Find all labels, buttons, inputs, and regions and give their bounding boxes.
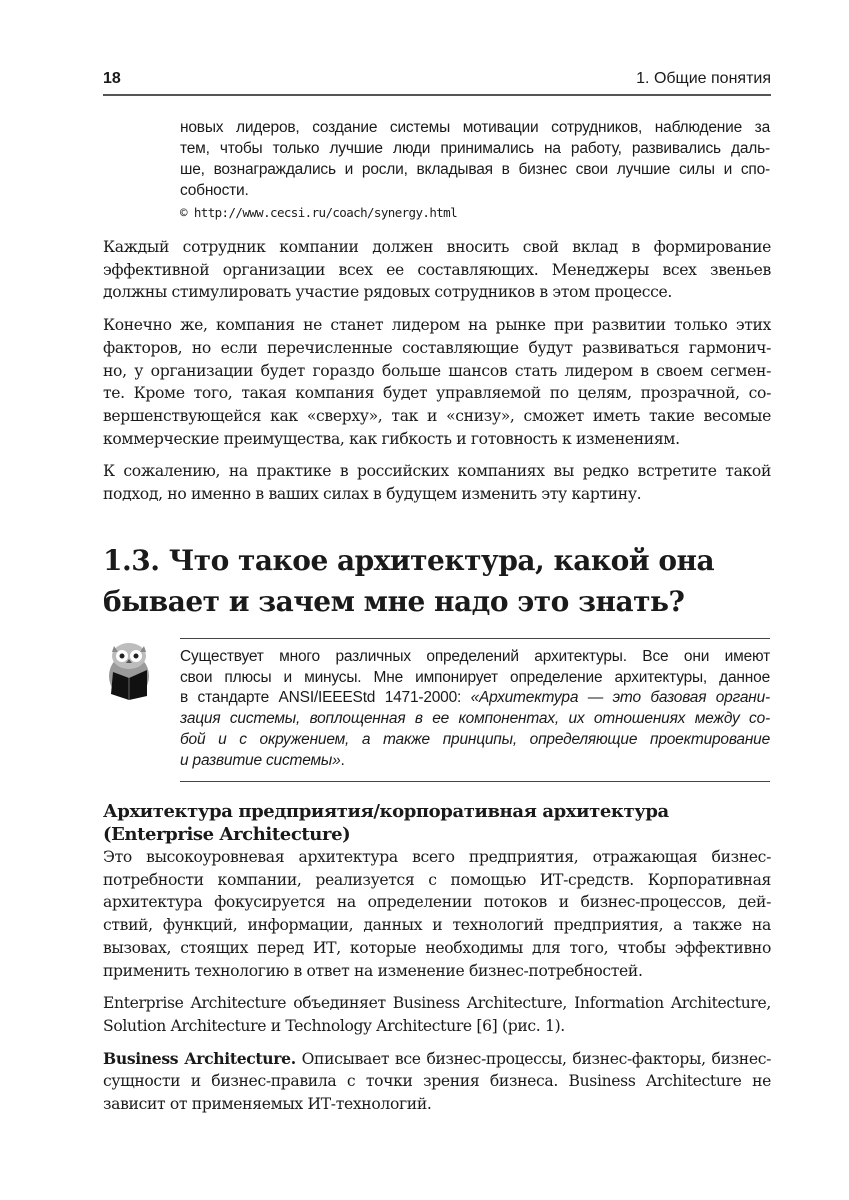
note-box xyxy=(180,638,770,782)
term: Business Architecture. xyxy=(103,1048,296,1068)
line: подход, но именно в ваших силах в будущем изменить эту картину. xyxy=(103,485,642,504)
line xyxy=(180,709,770,730)
line: потребности компании, реализуется с помощью ИТ-средств. Корпоративная xyxy=(103,870,771,889)
line: архитектура фокусируется на определении потоков и бизнес-процессов, дей- xyxy=(103,893,771,912)
paragraph xyxy=(103,1048,771,1116)
subsection-heading xyxy=(103,800,771,846)
line: свои плюсы и минусы. Мне импонирует определение архитектуры, данное xyxy=(180,668,770,686)
quote-source: © http://www.cecsi.ru/coach/synergy.html xyxy=(180,205,458,220)
paragraph xyxy=(103,314,771,450)
paragraph xyxy=(103,460,771,505)
line: коммерческие преимущества, как гибкость и готовность к изменениям. xyxy=(103,429,680,448)
paragraph xyxy=(103,846,771,982)
italic-text: бой и с окружением, а также принципы, определяющие проектирование xyxy=(180,730,770,748)
chapter-title: 1. Общие понятия xyxy=(636,70,771,87)
body-text-2 xyxy=(103,800,771,1126)
paragraph xyxy=(103,236,771,304)
line: Enterprise Architecture объединяет Business Architecture, Information Architecture, xyxy=(103,994,771,1013)
line: вершенствующейся как «сверху», так и «снизу», сможет иметь такие весомые xyxy=(103,406,771,425)
heading-line: бывает и зачем мне надо это знать? xyxy=(103,585,685,618)
line: Каждый сотрудник компании должен вносить свой вклад в формирование xyxy=(103,238,771,256)
line: зависит от применяемых ИТ-технологий. xyxy=(103,1095,432,1114)
quote-line: новых лидеров, создание системы мотивации сотрудников, наблюдение за xyxy=(180,119,770,136)
heading-line: 1.3. Что такое архитектура, какой она xyxy=(103,544,715,577)
quote-block xyxy=(180,117,770,201)
line: Solution Architecture и Technology Architecture [6] (рис. 1). xyxy=(103,1016,565,1035)
line: ствий, функций, информации, данных и технологий предприятия, а также на xyxy=(103,916,771,935)
line: сущности и бизнес-правила с точки зрения бизнеса. Business Architecture не xyxy=(103,1072,771,1091)
quote-line: собности. xyxy=(180,182,249,199)
page-number: 18 xyxy=(103,70,121,87)
line xyxy=(180,751,770,772)
line: те. Кроме того, такая компания будет управляемой по целям, прозрачной, со- xyxy=(103,384,771,403)
section-heading xyxy=(103,540,714,622)
line xyxy=(180,730,770,751)
line: но, у организации будет гораздо больше шансов стать лидером в своем сегмен- xyxy=(103,361,771,380)
line: применить технологию в ответ на изменение бизнес-потребностей. xyxy=(103,961,643,980)
italic-text: «Архитектура — это базовая органи- xyxy=(470,689,771,707)
body-text-1 xyxy=(103,236,771,516)
line: вызовах, стоящих перед ИТ, которые необходимы для того, чтобы эффективно xyxy=(103,938,771,957)
text: . xyxy=(340,751,345,769)
line: факторов, но если перечисленные составляющие будут развиваться гармонич- xyxy=(103,338,771,357)
line xyxy=(103,1048,771,1071)
heading-line: (Enterprise Architecture) xyxy=(103,824,351,845)
text: в стандарте ANSI/IEEEStd 1471-2000: xyxy=(180,689,471,707)
owl-reading-icon xyxy=(103,640,155,700)
quote-line: ше, вознаграждались и росли, вкладывая в бизнес свои лучшие силы и спо- xyxy=(180,161,770,178)
line: К сожалению, на практике в российских компаниях вы редко встретите такой xyxy=(103,462,771,481)
line: эффективной организации всех ее составляющих. Менеджеры всех звеньев xyxy=(103,260,771,279)
italic-text: зация системы, воплощенная в ее компонентах, их отношениях между со- xyxy=(180,710,770,728)
line: должны стимулировать участие рядовых сотрудников в этом процессе. xyxy=(103,283,673,302)
line: Конечно же, компания не станет лидером на рынке при развитии только этих xyxy=(103,316,771,335)
quote-line: тем, чтобы только лучшие люди принимались на работу, развивались даль- xyxy=(180,140,770,157)
heading-line: Архитектура предприятия/корпоративная архитектура xyxy=(103,801,669,822)
running-header xyxy=(103,68,771,96)
line xyxy=(180,688,770,709)
line: Это высокоуровневая архитектура всего предприятия, отражающая бизнес- xyxy=(103,848,771,866)
paragraph xyxy=(103,992,771,1037)
text: Описывает все бизнес-процессы, бизнес-факторы, бизнес- xyxy=(295,1049,771,1068)
line: Существует много различных определений архитектуры. Все они имеют xyxy=(180,648,770,665)
italic-text: и развитие системы» xyxy=(180,751,341,769)
